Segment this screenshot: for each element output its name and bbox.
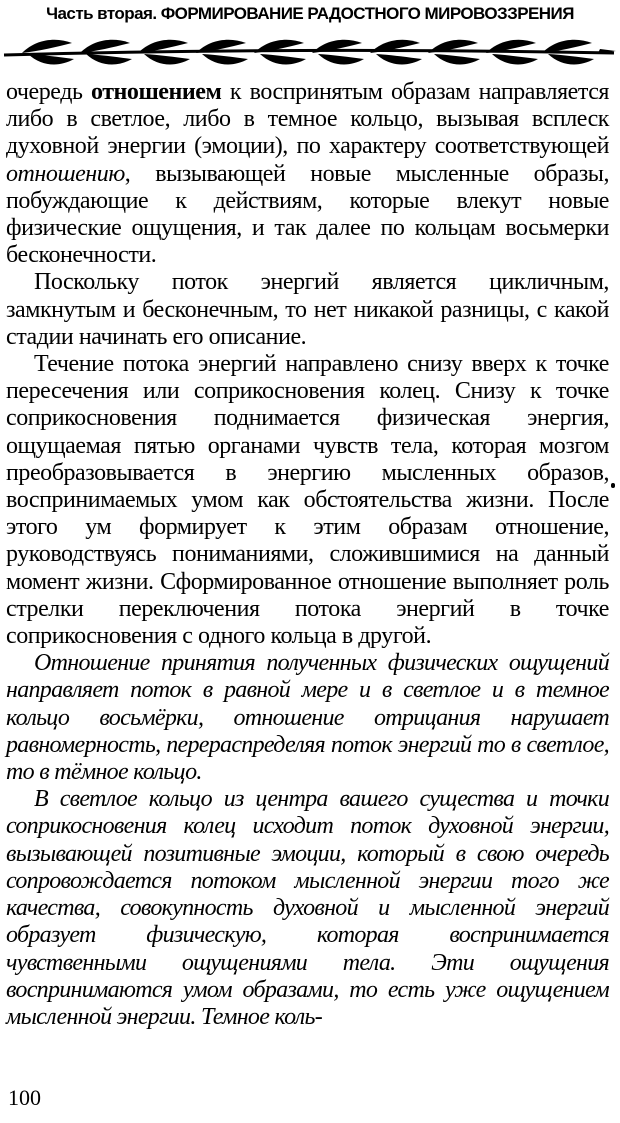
text-run: , вызывающей новые мысленные образы, побуждающие к действиям, которые влекут новые физические ощущения, и так далее по кольцам восьмерки бесконечности. [6,160,609,269]
ornament-leaf [318,54,364,64]
page-number: 100 [8,1085,41,1110]
ornament-leaf [22,40,72,53]
italic-run: отношению [6,160,125,187]
paragraph [6,79,609,269]
paragraph [6,269,609,351]
italic-run: В светлое кольцо из центра вашего существа и точки соприкосновения колец исходит поток духовной энергии, вызывающей позитивные эмоции, который в свою очередь сопровождается потоком мысленной энергии того же качества, совокупность духовной и мысленной энергий образует физическую, которая воспринимается чувственными ощущениями тела. Эти ощущения воспринимаются умом образами, то есть уже ощущением мысленной энергии. Темное коль- [6,786,609,1030]
text-run: к воспринятым образам направляется либо в светлое, либо в темное кольцо, вызывая всплеск духовной энергии (эмоции), по характеру соответствующей [6,79,609,160]
ornament-leaf [548,54,594,64]
italic-run: Отношение принятия полученных физических ощущений направляет поток в равной мере и в светлое и в темное кольцо восьмёрки, отношение отрицания нарушает равномерность, перераспределяя поток энергий то в светлое, то в тёмное кольцо. [6,650,609,786]
text-run: очередь [6,79,91,105]
laurel-branch-icon [2,33,616,73]
ornament-leaf [260,54,306,64]
ornament-leaf [376,54,422,64]
ornament-leaf [434,54,480,64]
running-head [0,4,620,24]
ornament-stem [4,50,614,55]
paragraph [6,351,609,650]
body-text [6,79,609,1031]
bold-term: отношением [90,79,222,105]
ornament-leaf [492,54,538,64]
print-speck [611,483,615,488]
paragraph [6,786,609,1031]
ornament-leaf [86,54,132,64]
ornament-leaf [144,54,190,64]
paragraph [6,650,609,786]
text-run: Поскольку поток энергий является цикличным, замкнутым и бесконечным, то нет никакой разницы, с какой стадии начинать его описание. [6,269,609,350]
ornament-leaf [28,54,74,64]
section-title: ФОРМИРОВАНИЕ РАДОСТНОГО МИРОВОЗЗРЕНИЯ [160,4,574,23]
text-run: Течение потока энергий направлено снизу вверх к точке пересечения или соприкосновения колец. Снизу к точке соприкосновения поднимается физическая энергия, ощущаемая пятью органами чувств тела, которая мозгом преобразовывается в энергию мысленных образов, воспринимаемых умом как обстоятельства жизни. После этого ум формирует к этим образам отношение, руководствуясь пониманиями, сложившимися на данный момент жизни. Сформированное отношение выполняет роль стрелки переключения потока энергий в точке соприкосновения с одного кольца в другой. [6,351,609,650]
part-label: Часть вторая. [46,4,157,23]
ornament-leaf [202,54,248,64]
